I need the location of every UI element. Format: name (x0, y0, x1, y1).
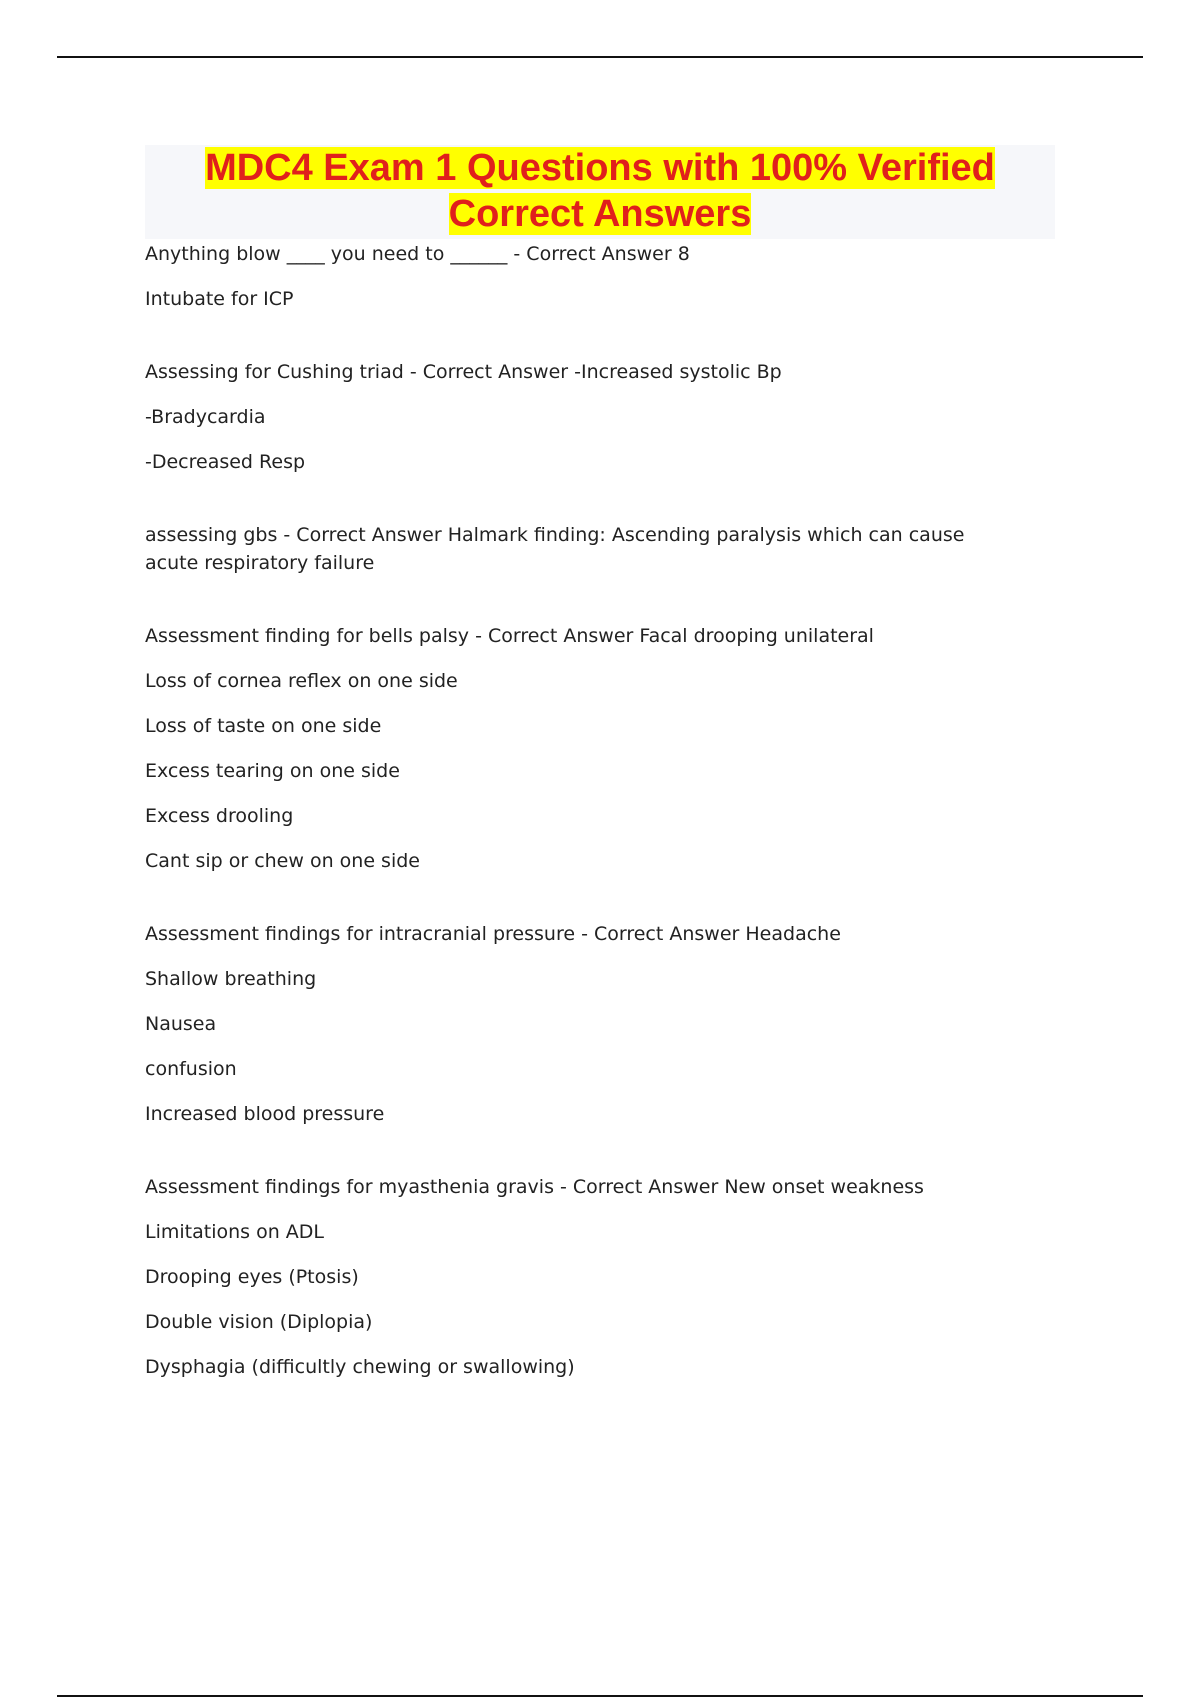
page-bottom-rule (57, 1695, 1143, 1697)
title-line-1-highlight: MDC4 Exam 1 Questions with 100% Verified (205, 147, 995, 189)
title-line-2-highlight: Correct Answers (448, 193, 752, 235)
question-line: assessing gbs - Correct Answer Halmark finding: Ascending paralysis which can cause acute respiratory failure (145, 524, 965, 574)
answer-line: Nausea (145, 1013, 217, 1035)
page-top-rule (57, 56, 1143, 58)
answer-line: Double vision (Diplopia) (145, 1311, 373, 1333)
qa-block (145, 622, 995, 875)
answer-line: confusion (145, 1058, 237, 1080)
answer-line: Excess drooling (145, 805, 294, 827)
document-title (145, 145, 1055, 239)
qa-block (145, 1173, 995, 1381)
answer-line: Intubate for ICP (145, 288, 294, 310)
answer-line: Excess tearing on one side (145, 760, 400, 782)
answer-line: Loss of cornea reflex on one side (145, 670, 458, 692)
question-line: Anything blow ____ you need to ______ - Correct Answer 8 (145, 243, 690, 265)
answer-line: Limitations on ADL (145, 1221, 324, 1243)
answer-line: -Bradycardia (145, 406, 266, 428)
title-line-1 (145, 145, 1055, 191)
question-line: Assessment findings for myasthenia gravis - Correct Answer New onset weakness (145, 1176, 924, 1198)
answer-line: Drooping eyes (Ptosis) (145, 1266, 359, 1288)
qa-block (145, 521, 995, 577)
qa-block (145, 920, 995, 1128)
answer-line: Shallow breathing (145, 968, 317, 990)
answer-line: -Decreased Resp (145, 451, 306, 473)
answer-line: Dysphagia (difficultly chewing or swallowing) (145, 1356, 575, 1378)
title-line-2 (145, 191, 1055, 237)
question-line: Assessment finding for bells palsy - Correct Answer Facal drooping unilateral (145, 625, 874, 647)
answer-line: Loss of taste on one side (145, 715, 382, 737)
question-line: Assessment findings for intracranial pressure - Correct Answer Headache (145, 923, 841, 945)
document-body (145, 240, 995, 1398)
question-line: Assessing for Cushing triad - Correct Answer -Increased systolic Bp (145, 361, 782, 383)
qa-block (145, 240, 995, 313)
qa-block (145, 358, 995, 476)
answer-line: Cant sip or chew on one side (145, 850, 420, 872)
answer-line: Increased blood pressure (145, 1103, 385, 1125)
